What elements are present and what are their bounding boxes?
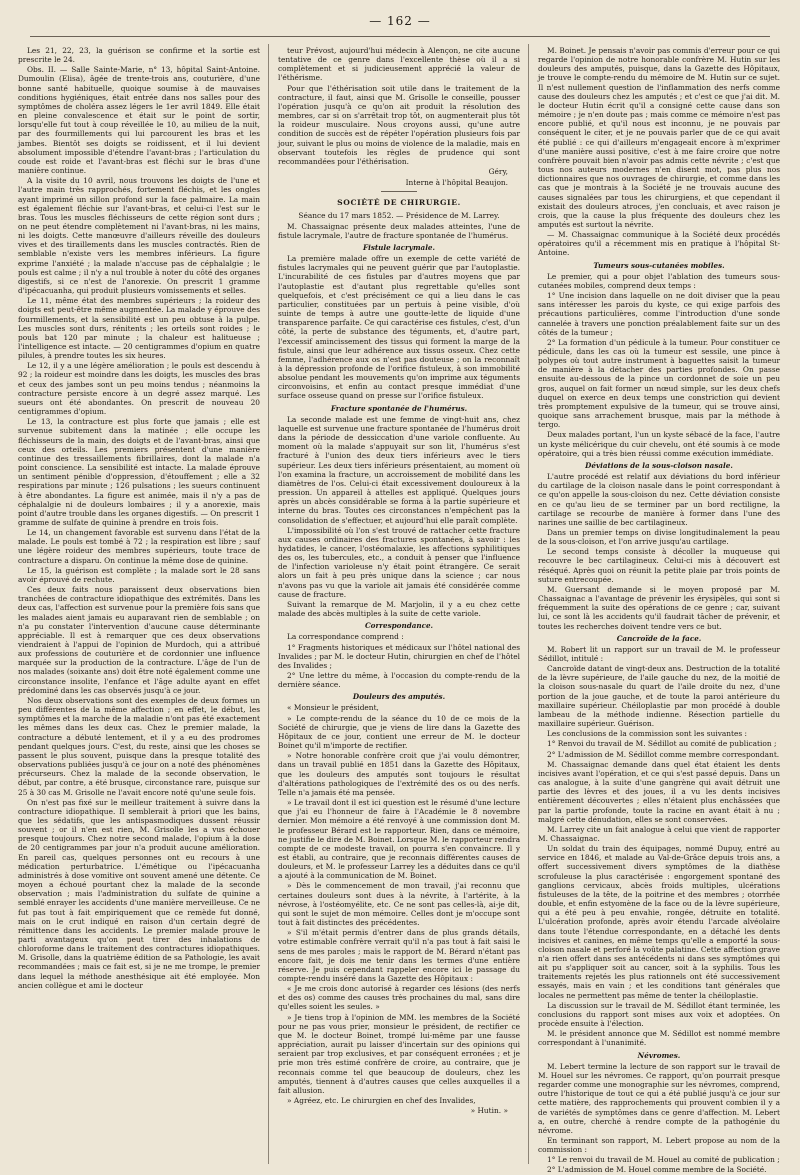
subsection-heading: Fracture spontanée de l'humérus. (330, 403, 468, 413)
paragraph: » Notre honorable confrère croit que j'ai voulu démontrer, dans un travail publié en 1851 dans la Gazette des Hôpitaux, que les douleurs des amputés sont toujours le résultat d'altérations pathologiques de l'extrémité des os ou des nerfs. Telle n'a jamais été ma pensée. (278, 751, 520, 797)
paragraph: 1° Le renvoi du travail de M. Houel au comité de publication ; (547, 1155, 780, 1165)
paragraph: A la visite du 10 avril, nous trouvons les doigts de l'une et l'autre main très rapprochés, fortement fléchis, et les ongles ayant imprimé un sillon profond sur la face palmaire. La main est également fléchie sur l'avant-bras, et celui-ci l'est sur le bras. Tous les muscles fléchisseurs de cette région sont durs ; on ne peut étendre complètement ni l'avant-bras, ni les mains, ni les doigts. Cette manœuvre d'ailleurs réveille des douleurs vives et des tiraillements dans les muscles contractés. Rien de semblable n'existe vers les membres inférieurs. La figure exprime l'anxiété ; la malade n'accuse pas de céphalalgie ; le pouls est calme ; il n'y a nul trouble à noter du côté des organes digestifs, si ce n'est de l'anorexie. On prescrit 1 gramme d'ipécacuanha, qui produit plusieurs vomissements et selles. (18, 176, 260, 296)
paragraph: Ces deux faits nous paraissent deux observations bien tranchées de contracture idiopathique des extrémités. Dans les deux cas, l'affection est survenue pour la première fois sans que les malades aient jamais eu auparavant rien de semblable ; on n'a pu constater l'intervention d'aucune cause déterminante appréciable. Il est à remarquer que ces deux observations viendraient à l'appui de l'opinion de Murdoch, qui a attribué aux professions de couturière et de cordonnier une influence marquée sur la production de la contracture. L'âge de l'un de nos malades (soixante ans) doit être noté également comme une circonstance insolite, l'enfance et l'âge adulte ayant en effet prédominé dans les cas observés jusqu'à ce jour. (18, 585, 260, 695)
paragraph: » Le compte-rendu de la séance du 10 de ce mois de la Société de chirurgie, que je viens de lire dans la Gazette des Hôpitaux de ce jour, contient une erreur de M. le docteur Boinet qu'il m'importe de rectifier. (278, 713, 520, 751)
paragraph: Pour que l'éthérisation soit utile dans le traitement de la contracture, il faut, ainsi que M. Grisolle le conseille, pousser l'opération jusqu'à ce qu'on ait produit la résolution des membres, car si on s'arrêtait trop tôt, on augmenterait plus tôt la roideur musculaire. Nous croyons aussi, qu'une autre condition de succès est de répéter l'opération plusieurs fois par jour, suivant le plus ou moins de violence de la maladie, mais en observant toutefois les règles de prudence qui sont recommandées pour l'éthérisation. (278, 83, 520, 166)
paragraph: teur Prévost, aujourd'hui médecin à Alençon, ne cite aucune tentative de ce genre dans l'excellente thèse où il a si complètement et si judicieusement apprécié la valeur de l'éthérisme. (278, 46, 520, 83)
signature: Interne à l'hôpital Beaujon. (405, 178, 508, 188)
paragraph: La seconde malade est une femme de vingt-huit ans, chez laquelle est survenue une fracture spontanée de l'humérus droit dans la période de dessiccation d'une variole confluente. Au moment où la malade s'appuyait sur son lit, l'humérus s'est fracturé à l'union des deux tiers inférieurs avec le tiers supérieur. Les deux tiers inférieurs présentaient, au moment où l'on examina la fracture, un accroissement de mobilité dans les diamètres de l'os. Celui-ci était excessivement douloureux à la pression. Un appareil à attelles est appliqué. Quelques jours après un abcès considérable se forma à la partie supérieure et interne du bras. Toutes ces circonstances n'empêchent pas la consolidation de s'effectuer, et aujourd'hui elle paraît complète. (278, 414, 520, 525)
paragraph: « Je me crois donc autorisé à regarder ces lésions (des nerfs et des os) comme des causes très prochaines du mal, sans dire qu'elles soient les seules. » (278, 984, 520, 1012)
paragraph: 2° La formation d'un pédicule à la tumeur. Pour constituer ce pédicule, dans les cas où la tumeur est sessile, une pince à polypes où tout autre instrument à baguettes saisit la tumeur de manière à la détacher des parties profondes. On passe ensuite au-dessous de la pince un cordonnet de soie un peu gros, auquel on fait former un nœud simple, sur les deux chefs duquel on exerce en deux temps une constriction qui devient très promptement expulsive de la tumeur, qui se trouve ainsi, quoique sans arrachement brusque, mais par la méthode à tergo. (538, 337, 780, 430)
column-rule (528, 44, 529, 1164)
paragraph: » Dès le commencement de mon travail, j'ai reconnu que certaines douleurs sont dues à la névrite, à l'artérite, à la névrose, à l'ostéomyélite, etc. Ce ne sont pas celles-là, ai-je dit, qui sont le sujet de mon mémoire. Celles dont je m'occupe sont tout à fait distinctes des précédentes. (278, 881, 520, 928)
paragraph: Le premier, qui a pour objet l'ablation des tumeurs sous-cutanées mobiles, comprend deux temps : (538, 271, 780, 290)
paragraph: Le 11, même état des membres supérieurs ; la roideur des doigts est peut-être même augmentée. La malade y éprouve des fourmillements, et la sensibilité est un peu obtuse à la pulpe. Les muscles sont durs, rénitents ; les orteils sont roides ; le pouls bat 120 par minute ; la chaleur est halitueuse ; l'intelligence est intacte. — 20 centigrammes d'opium en quatre pilules, à prendre toutes les six heures. (18, 296, 260, 361)
paragraph: M. Larrey cite un fait analogue à celui que vient de rapporter M. Chassaignac. (538, 824, 780, 843)
page-number: — 162 — (369, 14, 431, 28)
paragraph: Dans un premier temps on divise longitudinalement la peau de la sous-cloison, et l'on arrive jusqu'au cartilage. (538, 527, 780, 547)
paragraph: L'impossibilité où l'on s'est trouvé de rattacher cette fracture aux causes ordinaires des fractures spontanées, à savoir : les hydatides, le cancer, l'ostéomalaxie, les affections syphilitiques des os, les tubercules, etc., a conduit à penser que l'influence de l'infection varioleuse n'y était point étrangère. Ce serait alors un fait à peu près unique dans la science ; car nous n'avons pas vu que la variole ait jamais été considérée comme cause de fracture. (278, 525, 520, 599)
subsection-heading: Fistule lacrymale. (362, 242, 436, 252)
paragraph: Le 14, un changement favorable est survenu dans l'état de la malade. Le pouls est tombé à 72 ; la respiration est libre ; sauf une légère roideur des membres supérieurs, toute trace de contracture a disparu. On continue la même dose de quinine. (18, 528, 260, 565)
paragraph: M. Boinet. Je pensais n'avoir pas commis d'erreur pour ce qui regarde l'opinion de notre honorable confrère M. Hutin sur les douleurs des amputés, puisque, dans la Gazette des Hôpitaux, je trouve le compte-rendu du mémoire de M. Hutin sur ce sujet. Il n'est nullement question de l'inflammation des nerfs comme cause des douleurs chez les amputés ; et c'est ce que j'ai dit. M. le docteur Hutin écrit qu'il a consigné cette cause dans son mémoire ; je n'en doute pas ; mais comme ce mémoire n'est pas encore publié, et qu'il nous est inconnu, je ne pouvais par conséquent le citer, et je ne pouvais parler que de ce qui avait été publié : ce qui d'ailleurs m'engageait encore à m'exprimer d'une manière aussi positive, c'est à me faire croire que notre confrère pouvait bien n'avoir pas admis cette névrite ; c'est que tous nos auteurs modernes n'en disent mot, pas plus nos dictionnaires que nos ouvrages de chirurgie, et comme dans les cas que je montrais à la Société je ne trouvais aucune des causes signalées par tous les chirurgiens, et que cependant il existait des douleurs atroces, j'en concluais, et avec raison je crois, que la cause la plus fréquente des douleurs chez les amputés est surtout la névrite. (538, 46, 780, 229)
paragraph: On n'est pas fixé sur le meilleur traitement à suivre dans la contracture idiopathique. Il semblerait à priori que les bains, que les sédatifs, que les antispasmodiques dussent réussir souvent ; or il n'en est rien, M. Grisolle les a vus échouer presque toujours. Chez notre second malade, l'opium à la dose de 20 centigrammes par jour n'a produit aucune amélioration. En pareil cas, quelques personnes ont eu recours à une médication perturbatrice. L'émétique ou l'ipécacuanha administrés à dose vomitive ont souvent amené une détente. Ce moyen a échoué pourtant chez la malade de la seconde observation ; mais l'administration du sulfate de quinine a semblé enrayer les accidents d'une manière merveilleuse. Ce ne fut pas tout à fait empiriquement que ce remède fut donné, mais on le crut indiqué en raison d'un certain degré de rémittence dans les accidents. Le premier malade prouve le parti avantageux qu'on peut tirer des inhalations de chloroforme dans le traitement des contractures idiopathiques. M. Grisolle, dans la quatrième édition de sa Pathologie, les avait recommandées ; mais ce fait est, si je ne me trompe, le premier dans lequel la méthode anesthésique ait été employée. Mon ancien collègue et ami le docteur (18, 797, 260, 990)
paragraph: M. Lebert termine la lecture de son rapport sur le travail de M. Houel sur les névromes. Ce rapport, qu'on pourrait presque regarder comme une monographie sur les névromes, comprend, outre l'historique de tout ce qui a été publié jusqu'à ce jour sur cette matière, des rapprochements qui prouvent combien il y a de variétés de symptômes dans ce genre d'affection. M. Lebert a, en outre, cherché à rendre compte de la pathogénie du névrome. (538, 1061, 780, 1135)
signature: » Hutin. » (470, 1106, 508, 1116)
paragraph: Le 12, il y a une légère amélioration ; le pouls est descendu à 92 ; la roideur est moindre dans les doigts, les muscles des bras et ceux des jambes sont un peu moins tendus ; néanmoins la contracture persiste encore à un degré assez marqué. Les sueurs ont été abondantes. On prescrit de nouveau 20 centigrammes d'opium. (18, 361, 260, 417)
signature: Géry, (488, 167, 508, 177)
paragraph: 1° Fragments historiques et médicaux sur l'hôtel national des Invalides ; par M. le docteur Hutin, chirurgien en chef de l'hôtel des Invalides ; (278, 642, 520, 670)
paragraph: 2° L'admission de M. Houel comme membre de la Société. (547, 1165, 767, 1175)
separator-rule (381, 191, 417, 192)
paragraph: » Le travail dont il est ici question est le résumé d'une lecture que j'ai eu l'honneur de faire à l'Académie le 8 novembre dernier. Mon mémoire a été renvoyé à une commission dont M. le professeur Bérard est le rapporteur. Rien, dans ce mémoire, ne justifie le dire de M. Boinet. Lorsque M. le rapporteur rendra compte de ce modeste travail, on pourra s'en convaincre. Il y est établi, au contraire, que je reconnais différentes causes de douleurs, et M. le professeur Larrey les a déduites dans ce qu'il a ajouté à la communication de M. Boinet. (278, 798, 520, 881)
paragraph: Cancroïde datant de vingt-deux ans. Destruction de la totalité de la lèvre supérieure, de l'aile gauche du nez, de la moitié de la cloison sous-nasale du quart de l'aile droite du nez, d'une portion de la joue gauche, et de toute la paroi antérieure du maxillaire supérieur. Chéiloplastie par mon procédé à double lambeau de la méthode indienne. Résection partielle du maxillaire supérieur. Guérison. (538, 664, 780, 729)
column-2 (278, 46, 520, 1164)
paragraph: La discussion sur le travail de M. Sédillot étant terminée, les conclusions du rapport sont mises aux voix et adoptées. On procède ensuite à l'élection. (538, 1000, 780, 1029)
paragraph: Suivant la remarque de M. Marjolin, il y a eu chez cette malade des abcès multiples à la suite de cette variole. (278, 599, 520, 619)
column-rule (268, 44, 269, 1164)
paragraph: M. Chassaignac présente deux malades atteintes, l'une de fistule lacrymale, l'autre de fracture spontanée de l'humérus. (278, 221, 520, 240)
paragraph: » Je tiens trop à l'opinion de MM. les membres de la Société pour ne pas vous prier, monsieur le président, de rectifier ce que M. le docteur Boinet, trompé lui-même par une fausse appréciation, aurait pu laisser d'incertain sur des opinions qui seraient par trop exclusives, et par conséquent erronées ; et je prie mon très estimé confrère de croire, au contraire, que je reconnais comme tel que beaucoup de douleurs, chez les amputés, tiennent à d'autres causes que celles auxquelles il a fait allusion. (278, 1012, 520, 1095)
paragraph: Le 13, la contracture est plus forte que jamais ; elle est survenue subitement dans la matinée ; elle occupe les fléchisseurs de la main, des doigts et de l'avant-bras, ainsi que ceux des orteils. Les premiers présentent d'une manière continue des tressaillements fibrillaires, dont la malade n'a point conscience. La sensibilité est intacte. La malade éprouve un sentiment pénible d'oppression, d'étouffement ; elle a 32 respirations par minute ; 126 pulsations ; les sueurs continuent à être abondantes. La figure est animée, mais il n'y a pas de céphalalgie ni de douleurs lombaires ; il y a anorexie, mais point d'autre trouble dans les organes digestifs. — On prescrit 1 gramme de sulfate de quinine à prendre en trois fois. (18, 417, 260, 527)
paragraph: 1° Une incision dans laquelle on ne doit diviser que la peau sans intéresser les parois du kyste, ce qui exige parfois des précautions particulières, comme l'introduction d'une sonde cannelée à travers une ponction préalablement faite sur un des côtés de la tumeur ; (538, 291, 780, 337)
paragraph: Le 15, la guérison est complète ; la malade sort le 28 sans avoir éprouvé de rechute. (18, 565, 260, 584)
paragraph: 1° Renvoi du travail de M. Sédillot au comité de publication ; (547, 739, 777, 749)
subsection-heading: Douleurs des amputés. (352, 692, 446, 702)
subsection-heading: Névromes. (637, 1050, 681, 1060)
paragraph: L'autre procédé est relatif aux déviations du bord inférieur du cartilage de la cloison nasale dans le point correspondant à ce qu'on appelle la sous-cloison du nez. Cette déviation consiste en ce qu'au lieu de se terminer par un bord rectiligne, la cartilage se recourbe de manière à former dans l'une des narines une saillie de bec cartilagineux. (538, 472, 780, 527)
paragraph: En terminant son rapport, M. Lebert propose au nom de la commission : (538, 1135, 780, 1155)
subsection-heading: Tumeurs sous-cutanées mobiles. (593, 260, 725, 270)
subsection-heading: Cancroïde de la face. (616, 633, 702, 643)
paragraph: « Monsieur le président, (287, 703, 379, 713)
paragraph: Deux malades portant, l'un un kyste sébacé de la face, l'autre un kyste mélicérique du cuir chevelu, ont été soumis à ce mode opératoire, qui a très bien réussi comme exécution immédiate. (538, 430, 780, 458)
page-header (30, 14, 770, 37)
paragraph: M. le président annonce que M. Sédillot est nommé membre correspondant à l'unanimité. (538, 1029, 780, 1048)
paragraph: La première malade offre un exemple de cette variété de fistules lacrymales qui ne peuvent guérir que par l'autoplastie. L'incurabilité de ces fistules par d'autres moyens que par l'autoplastie est d'autant plus regrettable qu'elles sont quelquefois, et c'est précisément ce qui a lieu dans le cas particulier, constituées par un pertuis à peine visible, d'où suinte de temps à autre une goutte-lette de liquide d'une transparence parfaite. Ce qui caractérise ces fistules, c'est, d'un côté, la perte de substance des téguments, et, d'autre part, l'excessif amincissement des tissus qui forment la marge de la fistule, ainsi que leur adhérence aux tissus osseux. Chez cette femme, l'adhérence aux os n'est pas douteuse ; on la reconnaît à la dépression profonde de l'orifice fistuleux, à son immobilité absolue pendant les mouvements qu'on imprime aux téguments circonvoisins, et enfin au contact presque immédiat d'une surface osseuse quand on presse sur l'orifice fistuleux. (278, 254, 520, 401)
paragraph: Nos deux observations sont des exemples de deux formes un peu différentes de la même affection ; en effet, le début, les symptômes et la marche de la maladie n'ont pas été exactement les mêmes dans les deux cas. Chez le premier malade, la contracture a débuté lentement, et il y a eu des prodromes pendant quelques jours. C'est, du reste, ainsi que les choses se passent le plus souvent, puisque dans la presque totalité des observations publiées jusqu'à ce jour on a noté des phénomènes précurseurs. Chez la malade de la seconde observation, le début, par contre, a été brusque, circonstance rare, puisque sur 25 à 30 cas M. Grisolle ne l'avait encore noté qu'une seule fois. (18, 695, 260, 797)
paragraph: La correspondance comprend : (287, 632, 404, 642)
paragraph: Les conclusions de la commission sont les suivantes : (547, 729, 748, 739)
section-heading: SOCIÉTÉ DE CHIRURGIE. (337, 198, 461, 208)
paragraph: M. Chassaignac demande dans quel état étaient les dents incisives avant l'opération, et ce qui s'est passé depuis. Dans un cas analogue, à la suite d'une gangrène qui avait détruit une partie des lèvres et des joues, il a vu les dents incisives entièrement découvertes ; elles n'étaient plus enchâssées que par la partie profonde, toute la racine en avant était à nu ; malgré cette dénudation, elles se sont conservées. (538, 759, 780, 824)
paragraph: Les 21, 22, 23, la guérison se confirme et la sortie est prescrite le 24. (18, 46, 260, 65)
paragraph: M. Guersant demande si le moyen proposé par M. Chassaignac a l'avantage de prévenir les érysipèles, qui sont si fréquemment la suite des opérations de ce genre ; car, suivant lui, ce sont là les accidents qu'il faudrait tâcher de prévenir, et toutes les recherches doivent tendre vers ce but. (538, 584, 780, 631)
paragraph: » Agréez, etc. Le chirurgien en chef des Invalides, (287, 1096, 476, 1106)
session-line: Séance du 17 mars 1852. — Présidence de M. Larrey. (298, 210, 500, 220)
paragraph: » S'il m'était permis d'entrer dans de plus grands détails, votre estimable confrère verrait qu'il n'a pas tout à fait saisi le sens de mes paroles ; mais le rapport de M. Bérard n'étant pas encore fait, je dois me tenir dans les termes d'une entière réserve. Je puis cependant rappeler encore ici le passage du compte-rendu inséré dans la Gazette des Hôpitaux : (278, 928, 520, 983)
paragraph: 2° Une lettre du même, à l'occasion du compte-rendu de la dernière séance. (278, 671, 520, 690)
paragraph: Le second temps consiste à décoller la muqueuse qui recouvre le bec cartilagineux. Celui-ci mis à découvert est réséqué. Après quoi on réunit la petite plaie par trois points de suture entrecoupée. (538, 547, 780, 584)
column-3 (538, 46, 780, 1175)
paragraph: Un soldat du train des équipages, nommé Dupuy, entré au service en 1846, et malade au Val-de-Grâce depuis trois ans, a offert successivement divers symptômes de la diathèse scrofuleuse la plus caractérisée : engorgement spontané des ganglions cervicaux, abcès froids multiples, ulcérations fistuleuses de la tête, de la poitrine et des membres ; otorrhée double, et enfin estyomène de la face ou de la lèvre supérieure, qui a été peu à peu envahie, rongée, détruite en totalité. L'ulcération profonde, après avoir étendu l'arcade alvéolaire dans toute l'étendue correspondante, en a détaché les dents incisives et canines, en même temps qu'elle a emporté la sous-cloison nasale et perforé la voûte palatine. Cette affection grave n'a rien offert dans ses antécédents ni dans ses symptômes qui ait pu s'appliquer soit au cancer, soit à la syphilis. Tous les traitements rejetés les plus rationnels ont été successivement essayés, mais en vain ; et les conditions tant générales que locales ne permettent pas même de tenter la chéiloplastie. (538, 844, 780, 1000)
paragraph: — M. Chassaignac communique à la Société deux procédés opératoires qu'il a récemment mis en pratique à l'hôpital St-Antoine. (538, 230, 780, 258)
paragraph: M. Robert lit un rapport sur un travail de M. le professeur Sédillot, intitulé : (538, 644, 780, 663)
subsection-heading: Déviations de la sous-cloison nasale. (585, 460, 733, 470)
paragraph: Obs. II. — Salle Sainte-Marie, n° 13, hôpital Saint-Antoine. Dumoulin (Elisa), âgée de trente-trois ans, couturière, d'une bonne santé habituelle, quoique soumise à de mauvaises conditions hygiéniques, était entrée dans nos salles pour des symptômes de choléra assez légers le 1er avril 1849. Elle était en pleine convalescence et était sur le point de sortir, lorsqu'elle fut tout à coup réveillée le 10, au milieu de la nuit, par des fourmillements qui lui parcourent les bras et les jambes. Bientôt ses doigts se roidissent, et il lui devient absolument impossible d'étendre l'avant-bras ; l'articulation du coude est roide et l'avant-bras est fléchi sur le bras d'une manière continue. (18, 65, 260, 176)
column-1 (18, 46, 260, 1164)
paragraph: 2° L'admission de M. Sédillot comme membre correspondant. (547, 749, 780, 759)
subsection-heading: Correspondance. (364, 621, 434, 631)
